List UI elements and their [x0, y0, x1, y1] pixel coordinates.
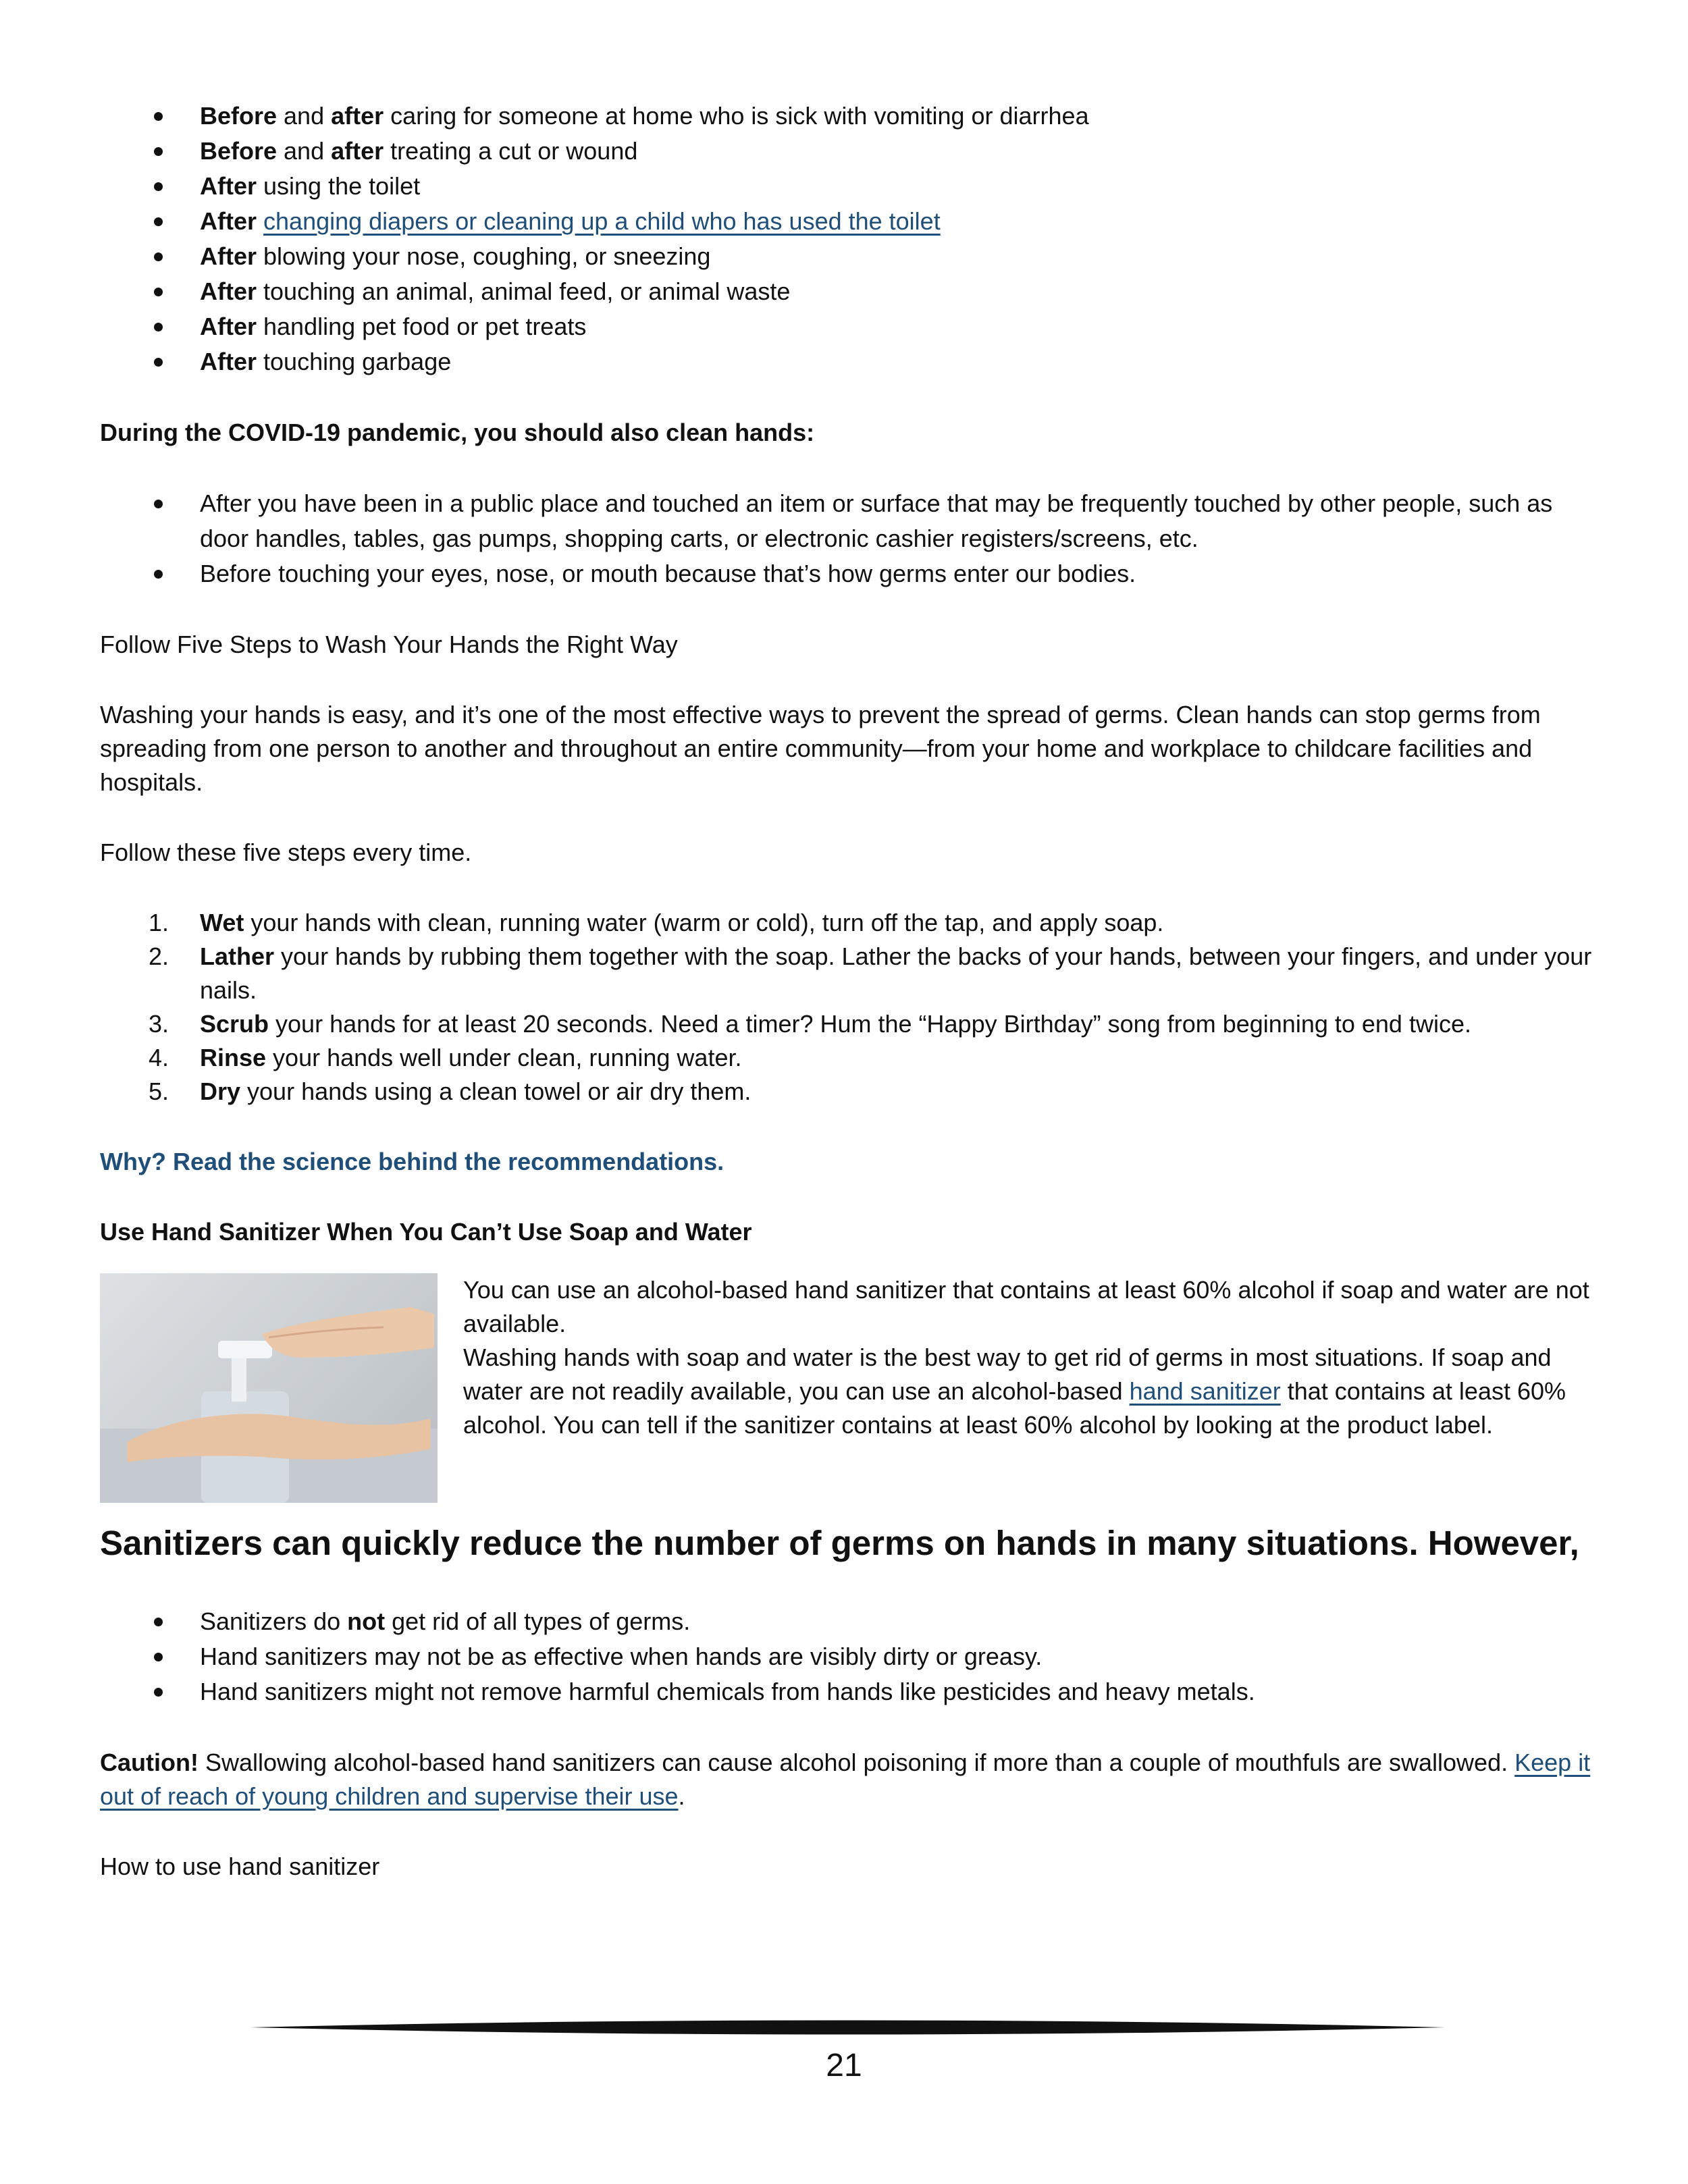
- how-to-use-title: How to use hand sanitizer: [100, 1853, 380, 1880]
- sanitizers-big-heading: Sanitizers can quickly reduce the number of germs on hands in many situations. However,: [100, 1524, 1579, 1562]
- when-to-wash-list: [100, 99, 1592, 379]
- list-item: Before touching your eyes, nose, or mouth because that’s how germs enter our bodies.: [100, 556, 1592, 591]
- list-item: After touching an animal, animal feed, or animal waste: [100, 274, 1592, 309]
- list-item: Hand sanitizers might not remove harmful chemicals from hands like pesticides and heavy metals.: [100, 1674, 1592, 1709]
- hand-sanitizer-photo: [100, 1273, 438, 1503]
- sanitizer-heading: Use Hand Sanitizer When You Can’t Use Soap and Water: [100, 1218, 752, 1246]
- sanitizer-description: [463, 1273, 1592, 1442]
- step-item: 5. Dry your hands using a clean towel or air dry them.: [149, 1077, 751, 1105]
- keep-out-of-reach-link[interactable]: Keep it out of reach of young children and supervise their use: [100, 1749, 1591, 1810]
- list-item: Sanitizers do not get rid of all types of germs.: [100, 1604, 1592, 1639]
- list-item: Before and after treating a cut or wound: [100, 134, 1592, 169]
- hand-sanitizer-link[interactable]: hand sanitizer: [1129, 1377, 1281, 1405]
- steps-list: [100, 906, 1592, 1109]
- list-item: After handling pet food or pet treats: [100, 309, 1592, 344]
- sanitizer-section: [100, 1273, 1592, 1503]
- list-item: After touching garbage: [100, 344, 1592, 379]
- list-item: After blowing your nose, coughing, or sneezing: [100, 239, 1592, 274]
- page-content: [100, 99, 1592, 1884]
- sanitizer-paragraph: Washing hands with soap and water is the best way to get rid of germs in most situations. If soap and water are not readily available, you can use an alcohol-based hand sanitizer that contains at least 60% alcohol. You can tell if the sanitizer contains at least 60% alcohol by looking at the product label.: [463, 1343, 1566, 1439]
- caution-paragraph: Caution! Swallowing alcohol-based hand sanitizers can cause alcohol poisoning if more than a couple of mouthfuls are swallowed. Keep it out of reach of young children and supervise their use.: [100, 1749, 1591, 1810]
- step-item: 4. Rinse your hands well under clean, running water.: [149, 1044, 742, 1071]
- list-item: Before and after caring for someone at home who is sick with vomiting or diarrhea: [100, 99, 1592, 134]
- follow-steps-text: Follow these five steps every time.: [100, 838, 472, 866]
- five-steps-title: Follow Five Steps to Wash Your Hands the Right Way: [100, 631, 678, 658]
- covid-list: [100, 486, 1592, 591]
- sanitizer-limitations-list: [100, 1604, 1592, 1709]
- hands-pump-illustration: [100, 1273, 438, 1503]
- why-science-link[interactable]: Why? Read the science behind the recommendations.: [100, 1148, 724, 1175]
- list-item: After you have been in a public place and touched an item or surface that may be frequently touched by other people, such as door handles, tables, gas pumps, shopping carts, or electronic cashier registers/screens, etc.: [100, 486, 1592, 556]
- list-item: After using the toilet: [100, 169, 1592, 204]
- step-item: 3. Scrub your hands for at least 20 seconds. Need a timer? Hum the “Happy Birthday” song from beginning to end twice.: [149, 1010, 1471, 1038]
- sanitizer-line1: You can use an alcohol-based hand sanitizer that contains at least 60% alcohol if soap and water are not available.: [463, 1276, 1589, 1337]
- covid-heading: During the COVID-19 pandemic, you should also clean hands:: [100, 419, 815, 446]
- diapers-link[interactable]: changing diapers or cleaning up a child who has used the toilet: [263, 207, 941, 235]
- list-item: After changing diapers or cleaning up a child who has used the toilet: [100, 204, 1592, 239]
- washing-paragraph: Washing your hands is easy, and it’s one of the most effective ways to prevent the spread of germs. Clean hands can stop germs from spreading from one person to another and throughout an entire community—from your home and workplace to childcare facilities and hospitals.: [100, 701, 1541, 796]
- footer-divider: [250, 2017, 1445, 2037]
- step-item: 1. Wet your hands with clean, running water (warm or cold), turn off the tap, and apply soap.: [149, 909, 1164, 936]
- list-item: Hand sanitizers may not be as effective when hands are visibly dirty or greasy.: [100, 1639, 1592, 1674]
- step-item: 2. Lather your hands by rubbing them together with the soap. Lather the backs of your hands, between your fingers, and under your nails.: [149, 942, 1592, 1004]
- page-number: 21: [826, 2048, 862, 2083]
